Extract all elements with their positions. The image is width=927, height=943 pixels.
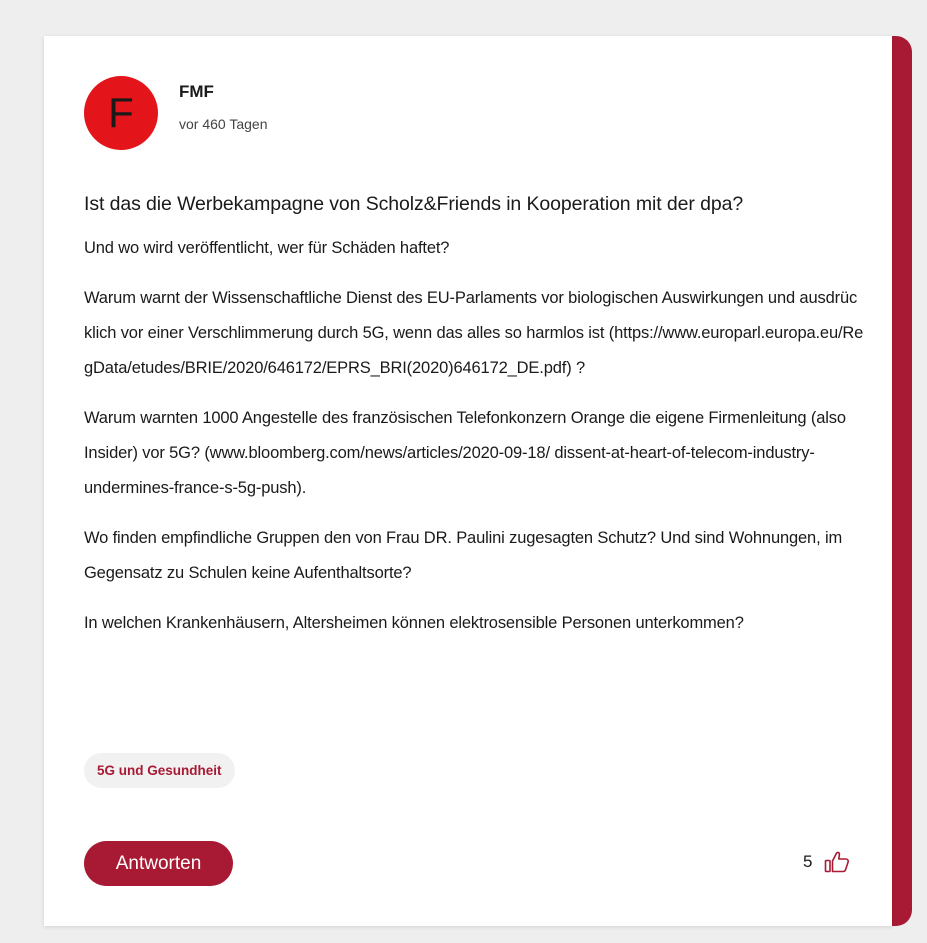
- thumbs-up-icon[interactable]: [823, 848, 851, 876]
- like-count: 5: [803, 852, 813, 871]
- comment-card: [44, 36, 892, 926]
- avatar: [84, 76, 158, 150]
- reply-button[interactable]: Antworten: [84, 841, 233, 886]
- topic-tag-label: 5G und Gesundheit: [97, 763, 222, 778]
- like-control[interactable]: [803, 848, 851, 876]
- author-name[interactable]: FMF: [179, 82, 214, 101]
- comment-paragraph: Wo finden empfindliche Gruppen den von Frau DR. Paulini zugesagten Schutz? Und sind Wohnungen, im Gegensatz zu Schulen keine Aufenthaltsorte?: [84, 529, 843, 582]
- comment-timestamp: vor 460 Tagen: [179, 116, 268, 132]
- comment-body: [84, 231, 864, 656]
- avatar-letter: F: [108, 89, 134, 136]
- topic-tag[interactable]: [84, 753, 235, 788]
- comment-paragraph: Warum warnten 1000 Angestelle des französischen Telefonkonzern Orange die eigene Firmenleitung (also Insider) vor 5G? (www.bloomberg.com/news/articles/2020-09-18/ dissent-at-heart-of-telecom-industry-undermines-france-s-5g-push).: [84, 409, 846, 497]
- comment-title: Ist das die Werbekampagne von Scholz&Friends in Kooperation mit der dpa?: [84, 193, 744, 215]
- comment-paragraph: In welchen Krankenhäusern, Altersheimen können elektrosensible Personen unterkommen?: [84, 614, 744, 632]
- comment-paragraph: Warum warnt der Wissenschaftliche Dienst des EU-Parlaments vor biologischen Auswirkungen und ausdrücklich vor einer Verschlimmerung durch 5G, wenn das alles so harmlos ist (https://www.europarl.europa.eu/RegData/etudes/BRIE/2020/646172/EPRS_BRI(2020)646172_DE.pdf) ?: [84, 289, 864, 377]
- comment-paragraph: Und wo wird veröffentlicht, wer für Schäden haftet?: [84, 239, 450, 257]
